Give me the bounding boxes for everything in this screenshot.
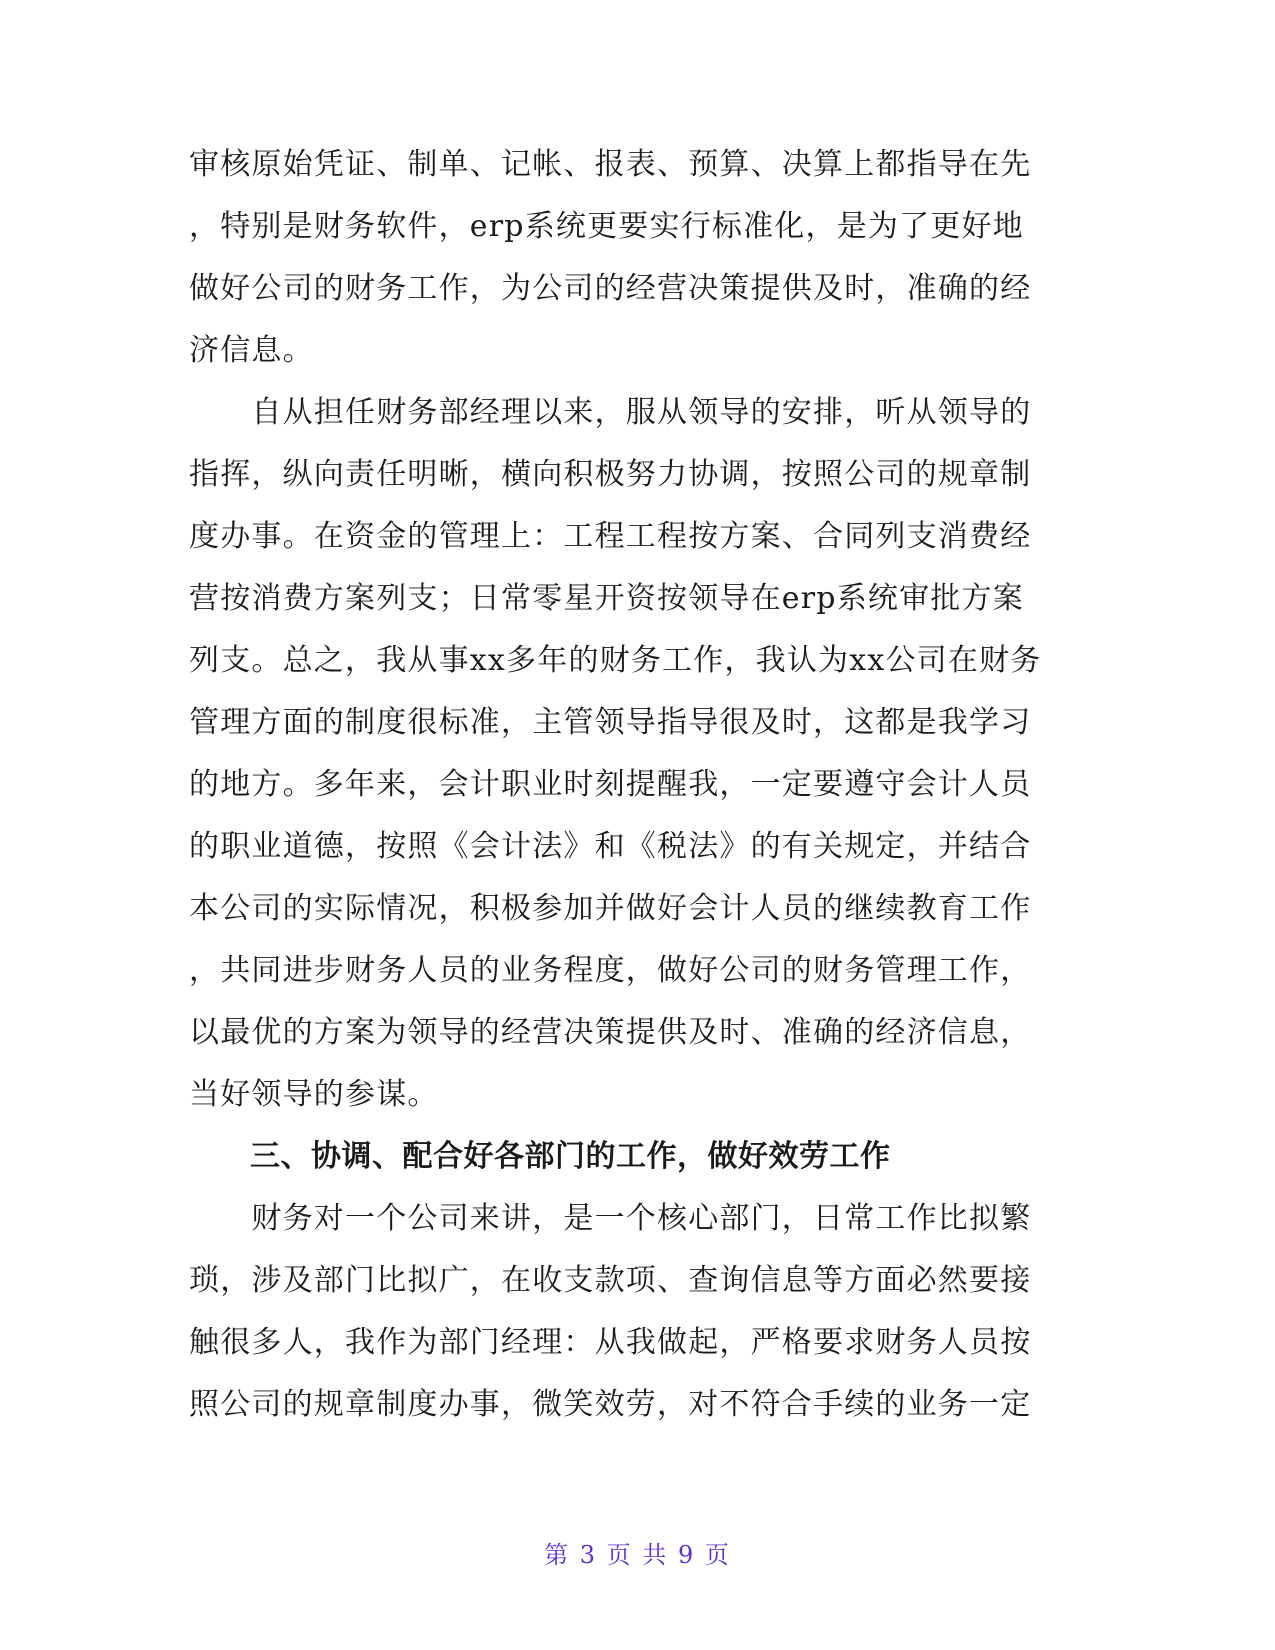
text-line: ，共同进步财务人员的业务程度，做好公司的财务管理工作， bbox=[189, 953, 1032, 988]
text-line: 济信息。 bbox=[189, 333, 314, 368]
text-line: 的职业道德，按照《会计法》和《税法》的有关规定，并结合 bbox=[189, 829, 1032, 864]
section-heading: 三、协调、配合好各部门的工作，做好效劳工作 bbox=[189, 1139, 891, 1174]
text-line: 的地方。多年来，会计职业时刻提醒我，一定要遵守会计人员 bbox=[189, 767, 1032, 802]
text-line: 琐，涉及部门比拟广，在收支款项、查询信息等方面必然要接 bbox=[189, 1263, 1032, 1298]
text-line: 做好公司的财务工作，为公司的经营决策提供及时，准确的经 bbox=[189, 271, 1032, 306]
page-number-footer: 第 3 页 共 9 页 bbox=[544, 1541, 731, 1569]
text-line: 指挥，纵向责任明晰，横向积极努力协调，按照公司的规章制 bbox=[189, 457, 1032, 492]
text-line: 度办事。在资金的管理上：工程工程按方案、合同列支消费经 bbox=[189, 519, 1032, 554]
text-line: 触很多人，我作为部门经理：从我做起，严格要求财务人员按 bbox=[189, 1325, 1032, 1360]
text-line: 当好领导的参谋。 bbox=[189, 1077, 439, 1112]
text-line: ，特别是财务软件，erp系统更要实行标准化，是为了更好地 bbox=[189, 209, 1024, 244]
text-line: 财务对一个公司来讲，是一个核心部门，日常工作比拟繁 bbox=[189, 1201, 1032, 1236]
text-line: 审核原始凭证、制单、记帐、报表、预算、决算上都指导在先 bbox=[189, 147, 1032, 182]
text-line: 营按消费方案列支；日常零星开资按领导在erp系统审批方案 bbox=[189, 581, 1024, 616]
text-line: 本公司的实际情况，积极参加并做好会计人员的继续教育工作 bbox=[189, 891, 1032, 926]
text-line: 列支。总之，我从事xx多年的财务工作，我认为xx公司在财务 bbox=[189, 643, 1042, 678]
text-line: 自从担任财务部经理以来，服从领导的安排，听从领导的 bbox=[189, 395, 1032, 430]
text-line: 照公司的规章制度办事，微笑效劳，对不符合手续的业务一定 bbox=[189, 1387, 1032, 1422]
text-line: 以最优的方案为领导的经营决策提供及时、准确的经济信息， bbox=[189, 1015, 1032, 1050]
text-line: 管理方面的制度很标准，主管领导指导很及时，这都是我学习 bbox=[189, 705, 1032, 740]
